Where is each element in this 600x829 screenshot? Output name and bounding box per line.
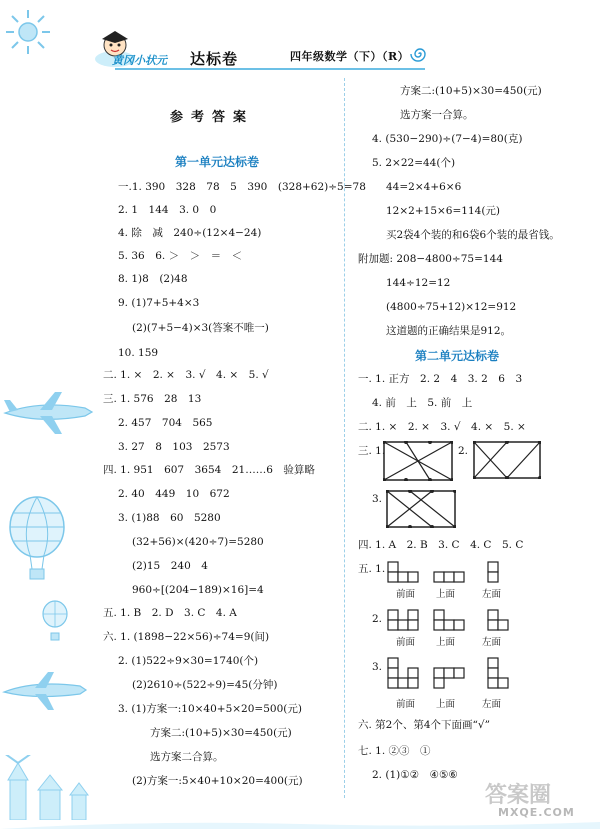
answer-line: 七. 1. ②③ ① (358, 745, 431, 757)
three-view-figure-3 (386, 656, 516, 698)
connect-points-figure (473, 441, 541, 479)
answer-line: 方案二:(10+5)×30=450(元) (150, 727, 292, 739)
answer-line: 960÷[(204−189)×16]=4 (132, 584, 264, 596)
answer-line: (4800÷75+12)×12=912 (386, 301, 517, 313)
header-rule (115, 68, 425, 70)
answer-line: 4. (530−290)÷(7−4)=80(克) (372, 133, 523, 145)
question-label: 三. 1. (358, 445, 386, 457)
answer-line: 买2袋4个装的和6袋6个装的最省钱。 (386, 229, 560, 241)
grade-label: 四年级数学（下）（R） (290, 50, 410, 63)
answer-line: 六. 第2个、第4个下面画“√” (358, 719, 490, 731)
view-caption-left: 左面 (482, 637, 502, 648)
sun-icon (4, 8, 52, 56)
answer-line: 5. 36 6. ＞ ＞ ＝ ＜ (118, 250, 243, 262)
answer-line: (2)2610÷(522÷9)=45(分钟) (132, 679, 278, 691)
page-title: 参考答案 (170, 110, 255, 125)
answer-line: 附加题: 208−4800÷75=144 (358, 253, 503, 265)
answer-line: 五. 1. B 2. D 3. C 4. A (103, 607, 237, 619)
view-caption-top: 上面 (436, 589, 456, 600)
answer-line: 5. 2×22=44(个) (372, 157, 456, 169)
question-label: 2. (372, 613, 383, 625)
answer-line: (2)方案一:5×40+10×20=400(元) (132, 775, 303, 787)
answer-line: (32+56)×(420÷7)=5280 (132, 536, 264, 548)
answer-line: 3. (1)88 60 5280 (118, 512, 221, 524)
watermark-url: MXQE.COM (498, 806, 575, 819)
page-header (0, 0, 600, 82)
answer-line: 三. 1. 576 28 13 (103, 393, 202, 405)
section-title-unit2: 第二单元达标卷 (415, 349, 500, 363)
section-title-unit1: 第一单元达标卷 (175, 155, 260, 169)
answer-line: 4. 前 上 5. 前 上 (372, 397, 473, 409)
connect-points-figure (383, 441, 453, 481)
answer-line: 2. 1 144 3. 0 0 (118, 204, 217, 216)
airplane-icon (0, 388, 95, 438)
view-caption-top: 上面 (436, 637, 456, 648)
answer-line: 8. 1)8 (2)48 (118, 273, 188, 285)
answer-line: 12×2+15×6=114(元) (386, 205, 501, 217)
view-caption-front: 前面 (396, 589, 416, 600)
answer-line: 2. 40 449 10 672 (118, 488, 230, 500)
answer-line: 选方案二合算。 (150, 751, 224, 763)
view-caption-left: 左面 (482, 589, 502, 600)
question-label: 2. (458, 445, 469, 457)
answer-line: 四. 1. 951 607 3654 21……6 验算略 (103, 464, 315, 476)
question-label: 五. 1. (358, 563, 386, 575)
bottom-decoration (0, 812, 600, 829)
answer-line: 四. 1. A 2. B 3. C 4. C 5. C (358, 539, 524, 551)
view-caption-front: 前面 (396, 637, 416, 648)
question-label: 3. (372, 661, 383, 673)
castle-icon (0, 755, 110, 820)
answer-line: 一. 1. 正方 2. 2 4 3. 2 6 3 (358, 373, 523, 385)
answer-line: 2. 457 704 565 (118, 417, 213, 429)
connect-points-figure (386, 490, 456, 528)
answer-line: 选方案一合算。 (400, 109, 474, 121)
answer-line: 六. 1. (1898−22×56)÷74=9(间) (103, 631, 270, 643)
spiral-icon (410, 44, 430, 64)
answer-line: 二. 1. × 2. × 3. √ 4. × 5. √ (103, 369, 269, 381)
answer-line: 2. (1)①② ④⑤⑥ (372, 769, 458, 781)
answer-line: 这道题的正确结果是912。 (386, 325, 512, 337)
answer-line: 方案二:(10+5)×30=450(元) (400, 85, 542, 97)
answer-line: 一.1. 390 328 78 5 390 (328+62)÷5=78 (118, 181, 366, 193)
answer-line: 二. 1. × 2. × 3. √ 4. × 5. × (358, 421, 526, 433)
brand-tail: 达标卷 (190, 50, 239, 68)
question-label: 3. (372, 493, 383, 505)
answer-line: 2. (1)522÷9×30=1740(个) (118, 655, 259, 667)
hot-air-balloon-icon (6, 495, 68, 585)
view-caption-front: 前面 (396, 699, 416, 710)
view-caption-top: 上面 (436, 699, 456, 710)
watermark-text: 答案圈 (485, 783, 552, 808)
view-caption-left: 左面 (482, 699, 502, 710)
answer-line: 9. (1)7+5+4×3 (118, 297, 200, 309)
answer-line: (2)(7+5−4)×3(答案不唯一) (132, 322, 269, 334)
small-balloon-icon (40, 600, 70, 645)
brand-name: 黄冈小状元 (112, 54, 167, 67)
answer-line: 3. 27 8 103 2573 (118, 441, 230, 453)
answer-line: 144÷12=12 (386, 277, 451, 289)
answer-line: (2)15 240 4 (132, 560, 208, 572)
answer-line: 3. (1)方案一:10×40+5×20=500(元) (118, 703, 302, 715)
answer-line: 44=2×4+6×6 (386, 181, 462, 193)
airplane-icon (0, 668, 90, 713)
answer-line: 4. 除 减 240÷(12×4−24) (118, 227, 262, 239)
answer-line: 10. 159 (118, 347, 159, 359)
